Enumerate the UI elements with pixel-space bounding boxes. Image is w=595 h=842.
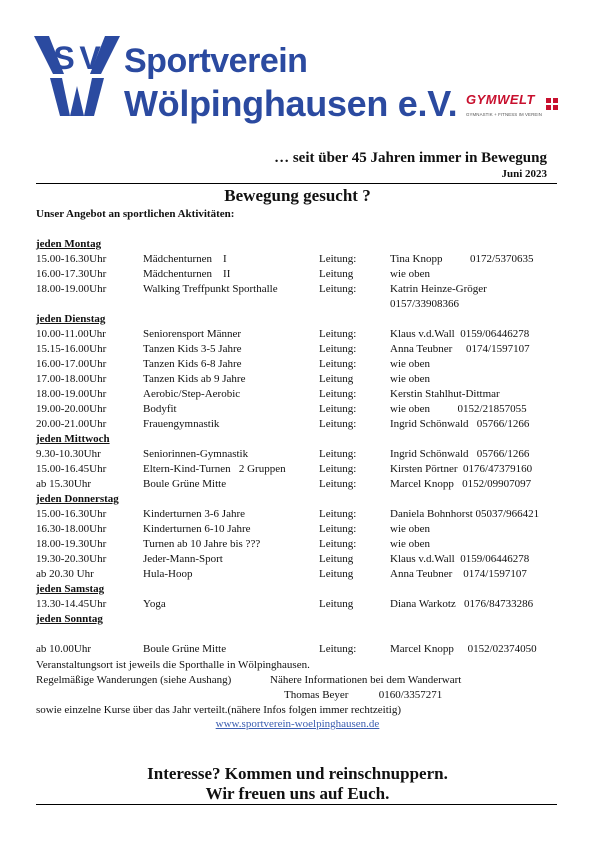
schedule-row (36, 297, 460, 312)
entry-time: 18.00-19.30Uhr (36, 538, 107, 550)
hikes-contact: Thomas Beyer 0160/3357271 (284, 689, 443, 701)
gymwelt-tagline: GYMNASTIK + FITNESS IM VEREIN (466, 112, 542, 117)
entry-lead: Klaus v.d.Wall 0159/06446278 (390, 553, 530, 565)
entry-activity: Kinderturnen 6-10 Jahre (143, 523, 251, 535)
entry-activity: Kinderturnen 3-6 Jahre (143, 508, 246, 520)
entry-activity: Turnen ab 10 Jahre bis ??? (143, 538, 261, 550)
entry-lead: Anna Teubner 0174/1597107 (390, 568, 527, 580)
entry-time: 18.00-19.00Uhr (36, 283, 107, 295)
entry-activity: Hula-Hoop (143, 568, 193, 580)
entry-lead: wie oben (390, 358, 431, 370)
entry-lead: Anna Teubner 0174/1597107 (390, 343, 530, 355)
schedule-row (36, 327, 530, 342)
entry-lead: wie oben 0152/21857055 (390, 403, 527, 415)
entry-lead: Marcel Knopp 0152/09907097 (390, 478, 532, 490)
schedule-row (36, 417, 530, 432)
entry-activity: Bodyfit (143, 403, 177, 415)
entry-time: 16.30-18.00Uhr (36, 523, 107, 535)
entry-time: 15.00-16.45Uhr (36, 463, 107, 475)
hikes-text: Regelmäßige Wanderungen (siehe Aushang) (36, 674, 232, 686)
day-heading: jeden Montag (36, 238, 102, 250)
entry-time: 19.30-20.30Uhr (36, 553, 107, 565)
entry-label: Leitung: (319, 523, 357, 535)
entry-label: Leitung: (319, 448, 357, 460)
website-link[interactable]: www.sportverein-woelpinghausen.de (215, 718, 380, 730)
entry-time: ab 15.30Uhr (36, 478, 91, 490)
entry-lead: wie oben (390, 538, 431, 550)
entry-label: Leitung: (319, 283, 357, 295)
logo-letter-w: W (76, 114, 78, 115)
issue-date: Juni 2023 (501, 168, 547, 180)
entry-label: Leitung: (319, 343, 357, 355)
entry-label: Leitung: (319, 478, 357, 490)
entry-activity: Seniorensport Männer (143, 328, 242, 340)
gymwelt-wordmark: GYMWELT (466, 92, 535, 107)
schedule-row (36, 522, 431, 537)
entry-lead: Tina Knopp 0172/5370635 (390, 253, 534, 265)
club-name-line2: Wölpinghausen e.V. (124, 83, 458, 124)
entry-time: ab 20.30 Uhr (36, 568, 94, 580)
entry-activity: Tanzen Kids 3-5 Jahre (143, 343, 242, 355)
entry-activity: Aerobic/Step-Aerobic (143, 388, 241, 400)
entry-activity: Jeder-Mann-Sport (143, 553, 223, 565)
schedule-row (36, 342, 530, 357)
intro-text: Unser Angebot an sportlichen Aktivitäten: (36, 208, 235, 220)
entry-time: 17.00-18.00Uhr (36, 373, 107, 385)
schedule-row (36, 372, 431, 387)
entry-lead: wie oben (390, 523, 431, 535)
entry-label: Leitung: (319, 358, 357, 370)
gymwelt-logo (466, 92, 562, 126)
schedule-row (36, 507, 540, 522)
logo-letter-s: S (53, 40, 75, 76)
entry-label: Leitung: (319, 508, 357, 520)
svw-logo-icon (34, 36, 120, 118)
entry-activity: Eltern-Kind-Turnen 2 Gruppen (143, 463, 286, 475)
schedule-row (36, 597, 534, 612)
entry-label: Leitung: (319, 328, 357, 340)
day-heading: jeden Samstag (36, 583, 105, 595)
entry-lead: Kirsten Pörtner 0176/47379160 (390, 463, 533, 475)
schedule-row (36, 567, 527, 582)
closing-line1: Interesse? Kommen und reinschnuppern. (147, 764, 448, 783)
entry-time: 13.30-14.45Uhr (36, 598, 107, 610)
day-heading: jeden Sonntag (36, 613, 103, 625)
club-name (124, 44, 457, 122)
entry-time: 16.00-17.30Uhr (36, 268, 107, 280)
schedule-row (36, 447, 530, 462)
entry-lead: Kerstin Stahlhut-Dittmar (390, 388, 500, 400)
entry-label: Leitung (319, 553, 354, 565)
entry-lead: Daniela Bohnhorst 05037/966421 (390, 508, 540, 520)
schedule-row (36, 552, 530, 567)
entry-time: 9.30-10.30Uhr (36, 448, 101, 460)
entry-time: 16.00-17.00Uhr (36, 358, 107, 370)
entry-time: 10.00-11.00Uhr (36, 328, 106, 340)
schedule-row (36, 252, 534, 267)
entry-label: Leitung: (319, 388, 357, 400)
day-heading: jeden Dienstag (36, 313, 106, 325)
entry-time: 15.00-16.30Uhr (36, 508, 107, 520)
entry-label: Leitung (319, 598, 354, 610)
schedule-row (36, 357, 431, 372)
entry-label: Leitung: (319, 418, 357, 430)
slogan: … seit über 45 Jahren immer in Bewegung (274, 150, 547, 166)
page-title: Bewegung gesucht ? (224, 186, 371, 205)
entry-activity: Walking Treffpunkt Sporthalle (143, 283, 278, 295)
entry-time: 18.00-19.00Uhr (36, 388, 107, 400)
entry-lead: 0157/33908366 (390, 298, 460, 310)
entry-lead: Marcel Knopp 0152/02374050 (390, 643, 537, 655)
venue-text: Veranstaltungsort ist jeweils die Sporthalle in Wölpinghausen. (36, 659, 310, 671)
entry-lead: Katrin Heinze-Gröger (390, 283, 487, 295)
entry-activity: Yoga (143, 598, 166, 610)
entry-label: Leitung: (319, 253, 357, 265)
schedule-row (36, 402, 527, 417)
entry-label: Leitung: (319, 538, 357, 550)
schedule-row (36, 642, 537, 657)
logo-letter-v: V (79, 40, 101, 76)
schedule-row (36, 477, 532, 492)
schedule-row (36, 627, 119, 642)
entry-label: Leitung (319, 568, 354, 580)
entry-activity: Seniorinnen-Gymnastik (143, 448, 249, 460)
day-heading: jeden Mittwoch (36, 433, 110, 445)
entry-label: Leitung: (319, 643, 357, 655)
entry-activity: Mädchenturnen II (143, 268, 231, 280)
schedule-row (36, 387, 500, 402)
entry-label: Leitung (319, 373, 354, 385)
entry-lead: Ingrid Schönwald 05766/1266 (390, 418, 530, 430)
entry-activity: Tanzen Kids 6-8 Jahre (143, 358, 242, 370)
entry-time: 20.00-21.00Uhr (36, 418, 107, 430)
entry-time: 15.15-16.00Uhr (36, 343, 107, 355)
day-heading: jeden Donnerstag (36, 493, 119, 505)
entry-activity: Boule Grüne Mitte (143, 478, 227, 490)
top-divider (36, 183, 557, 184)
entry-label: Leitung: (319, 403, 357, 415)
closing-message (0, 764, 595, 804)
entry-lead: Ingrid Schönwald 05766/1266 (390, 448, 530, 460)
schedule-row (36, 462, 533, 477)
entry-label: Leitung (319, 268, 354, 280)
entry-activity: Mädchenturnen I (143, 253, 227, 265)
schedule-row (36, 537, 431, 552)
entry-time: 15.00-16.30Uhr (36, 253, 107, 265)
entry-label: Leitung: (319, 463, 357, 475)
entry-lead: Klaus v.d.Wall 0159/06446278 (390, 328, 530, 340)
courses-text: sowie einzelne Kurse über das Jahr verteilt.(nähere Infos folgen immer rechtzeitig) (36, 704, 401, 716)
entry-lead: wie oben (390, 268, 431, 280)
entry-lead: wie oben (390, 373, 431, 385)
gymwelt-mark-icon (546, 98, 558, 110)
hikes-info: Nähere Informationen bei dem Wanderwart (270, 674, 462, 686)
entry-activity: Tanzen Kids ab 9 Jahre (143, 373, 246, 385)
entry-lead: Diana Warkotz 0176/84733286 (390, 598, 534, 610)
schedule-row (36, 267, 431, 282)
entry-time: 19.00-20.00Uhr (36, 403, 107, 415)
entry-activity: Boule Grüne Mitte (143, 643, 227, 655)
club-name-line1: Sportverein (124, 42, 308, 80)
schedule-row (36, 282, 487, 297)
entry-activity: Frauengymnastik (143, 418, 220, 430)
closing-line2: Wir freuen uns auf Euch. (205, 784, 390, 803)
entry-time: ab 10.00Uhr (36, 643, 91, 655)
bottom-divider (36, 804, 557, 805)
schedule (36, 237, 540, 657)
